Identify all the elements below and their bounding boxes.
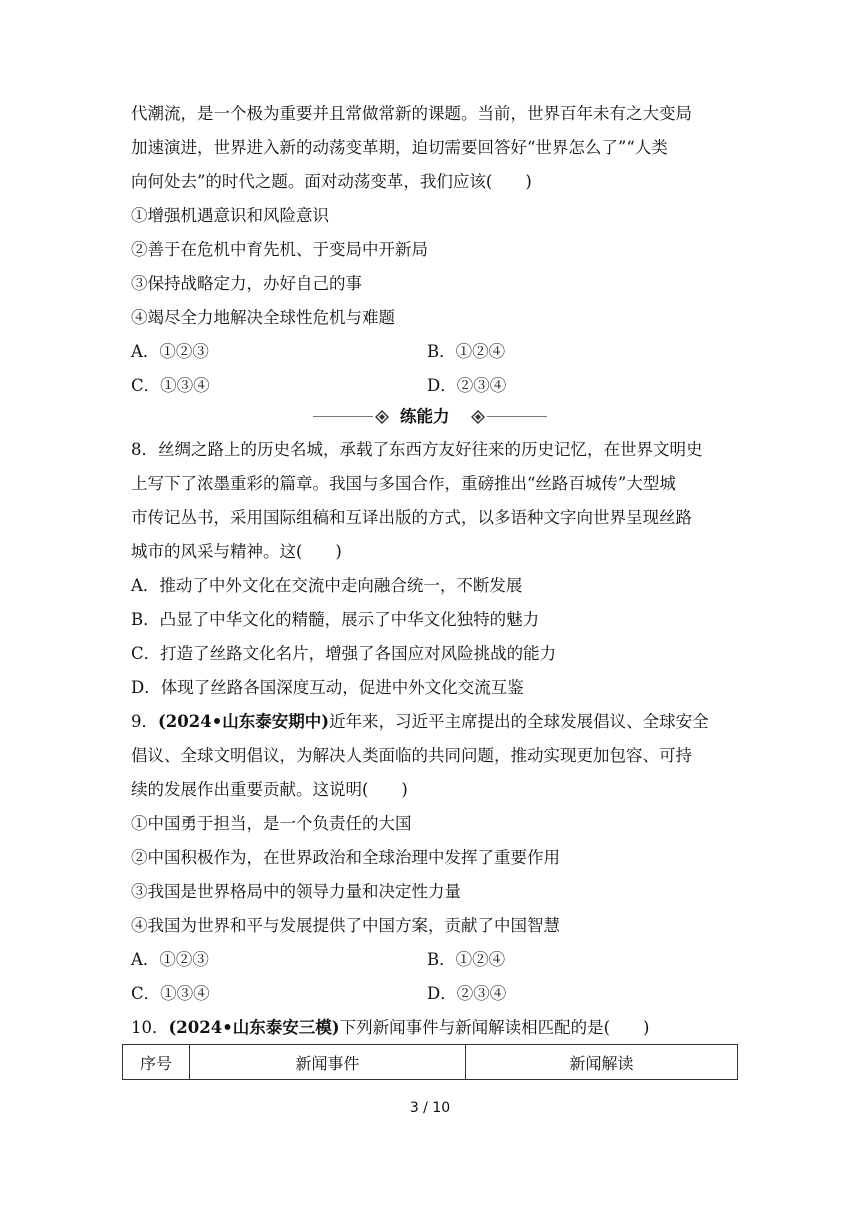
q9-option-c: C．①③④ (131, 984, 210, 1003)
q7-option-b: B．①②④ (427, 342, 506, 361)
table-header-index: 序号 (123, 1045, 190, 1080)
q9-item-2: ②中国积极作为，在世界政治和全球治理中发挥了重要作用 (131, 848, 560, 867)
q10-stem (131, 1017, 649, 1039)
q8-option-d: D．体现了丝路各国深度互动，促进中外文化交流互鉴 (131, 678, 524, 697)
q7-option-d: D．②③④ (427, 376, 507, 395)
q9-stem-line-1 (131, 711, 709, 733)
q10-number: 10． (131, 1018, 169, 1037)
q7-item-3: ③保持战略定力，办好自己的事 (131, 274, 362, 293)
q7-item-4: ④竭尽全力地解决全球性危机与难题 (131, 308, 395, 327)
q9-item-3: ③我国是世界格局中的领导力量和决定性力量 (131, 882, 461, 901)
q7-option-c: C．①③④ (131, 376, 210, 395)
q9-item-1: ①中国勇于担当，是一个负责任的大国 (131, 814, 412, 833)
q8-option-a: A．推动了中外文化在交流中走向融合统一，不断发展 (131, 576, 523, 595)
q7-stem-line-1: 代潮流，是一个极为重要并且常做常新的课题。当前，世界百年未有之大变局 (131, 104, 692, 123)
q9-item-4: ④我国为世界和平与发展提供了中国方案，贡献了中国智慧 (131, 916, 560, 935)
q10-source: (2024•山东泰安三模) (168, 1018, 340, 1037)
q8-stem-line-1: 8．丝绸之路上的历史名城，承载了东西方友好往来的历史记忆，在世界文明史 (131, 440, 703, 459)
q8-option-c: C．打造了丝路文化名片，增强了各国应对风险挑战的能力 (131, 644, 557, 663)
q8-option-b: B．凸显了中华文化的精髓，展示了中华文化独特的魅力 (131, 610, 540, 629)
table-header-event: 新闻事件 (190, 1045, 466, 1080)
q8-stem-line-4: 城市的风采与精神。这( ) (131, 542, 342, 561)
q7-item-1: ①增强机遇意识和风险意识 (131, 206, 329, 225)
q7-stem-line-2: 加速演进，世界进入新的动荡变革期，迫切需要回答好“世界怎么了”“人类 (131, 138, 668, 157)
divider-rule-right (487, 416, 547, 417)
q9-number: 9． (131, 712, 158, 731)
q9-stem-text: 近年来，习近平主席提出的全球发展倡议、全球安全 (329, 712, 709, 731)
section-title: 练能力 (400, 407, 450, 426)
q9-option-a: A．①②③ (131, 950, 209, 969)
q7-stem-line-3: 向何处去”的时代之题。面对动荡变革，我们应该( ) (131, 172, 532, 191)
table-header-interpretation: 新闻解读 (466, 1045, 738, 1080)
q9-stem-line-2: 倡议、全球文明倡议，为解决人类面临的共同问题，推动实现更加包容、可持 (131, 746, 692, 765)
q9-source: (2024•山东泰安期中) (158, 712, 330, 731)
diamond-icon (375, 410, 389, 424)
q8-stem-line-3: 市传记丛书，采用国际组稿和互译出版的方式，以多语种文字向世界呈现丝路 (131, 508, 692, 527)
q7-option-a: A．①②③ (131, 342, 209, 361)
q9-stem-line-3: 续的发展作出重要贡献。这说明( ) (131, 780, 408, 799)
q8-stem-line-2: 上写下了浓墨重彩的篇章。我国与多国合作，重磅推出“丝路百城传”大型城 (131, 474, 676, 493)
q9-option-d: D．②③④ (427, 984, 507, 1003)
q7-item-2: ②善于在危机中育先机、于变局中开新局 (131, 240, 428, 259)
page-number: 3 / 10 (409, 1100, 451, 1116)
diamond-icon (471, 410, 485, 424)
q9-option-b: B．①②④ (427, 950, 506, 969)
news-table (122, 1044, 738, 1080)
section-divider (313, 404, 547, 430)
table-header-row (123, 1045, 738, 1080)
q10-stem-text: 下列新闻事件与新闻解读相匹配的是( ) (339, 1018, 650, 1037)
divider-rule-left (313, 416, 373, 417)
